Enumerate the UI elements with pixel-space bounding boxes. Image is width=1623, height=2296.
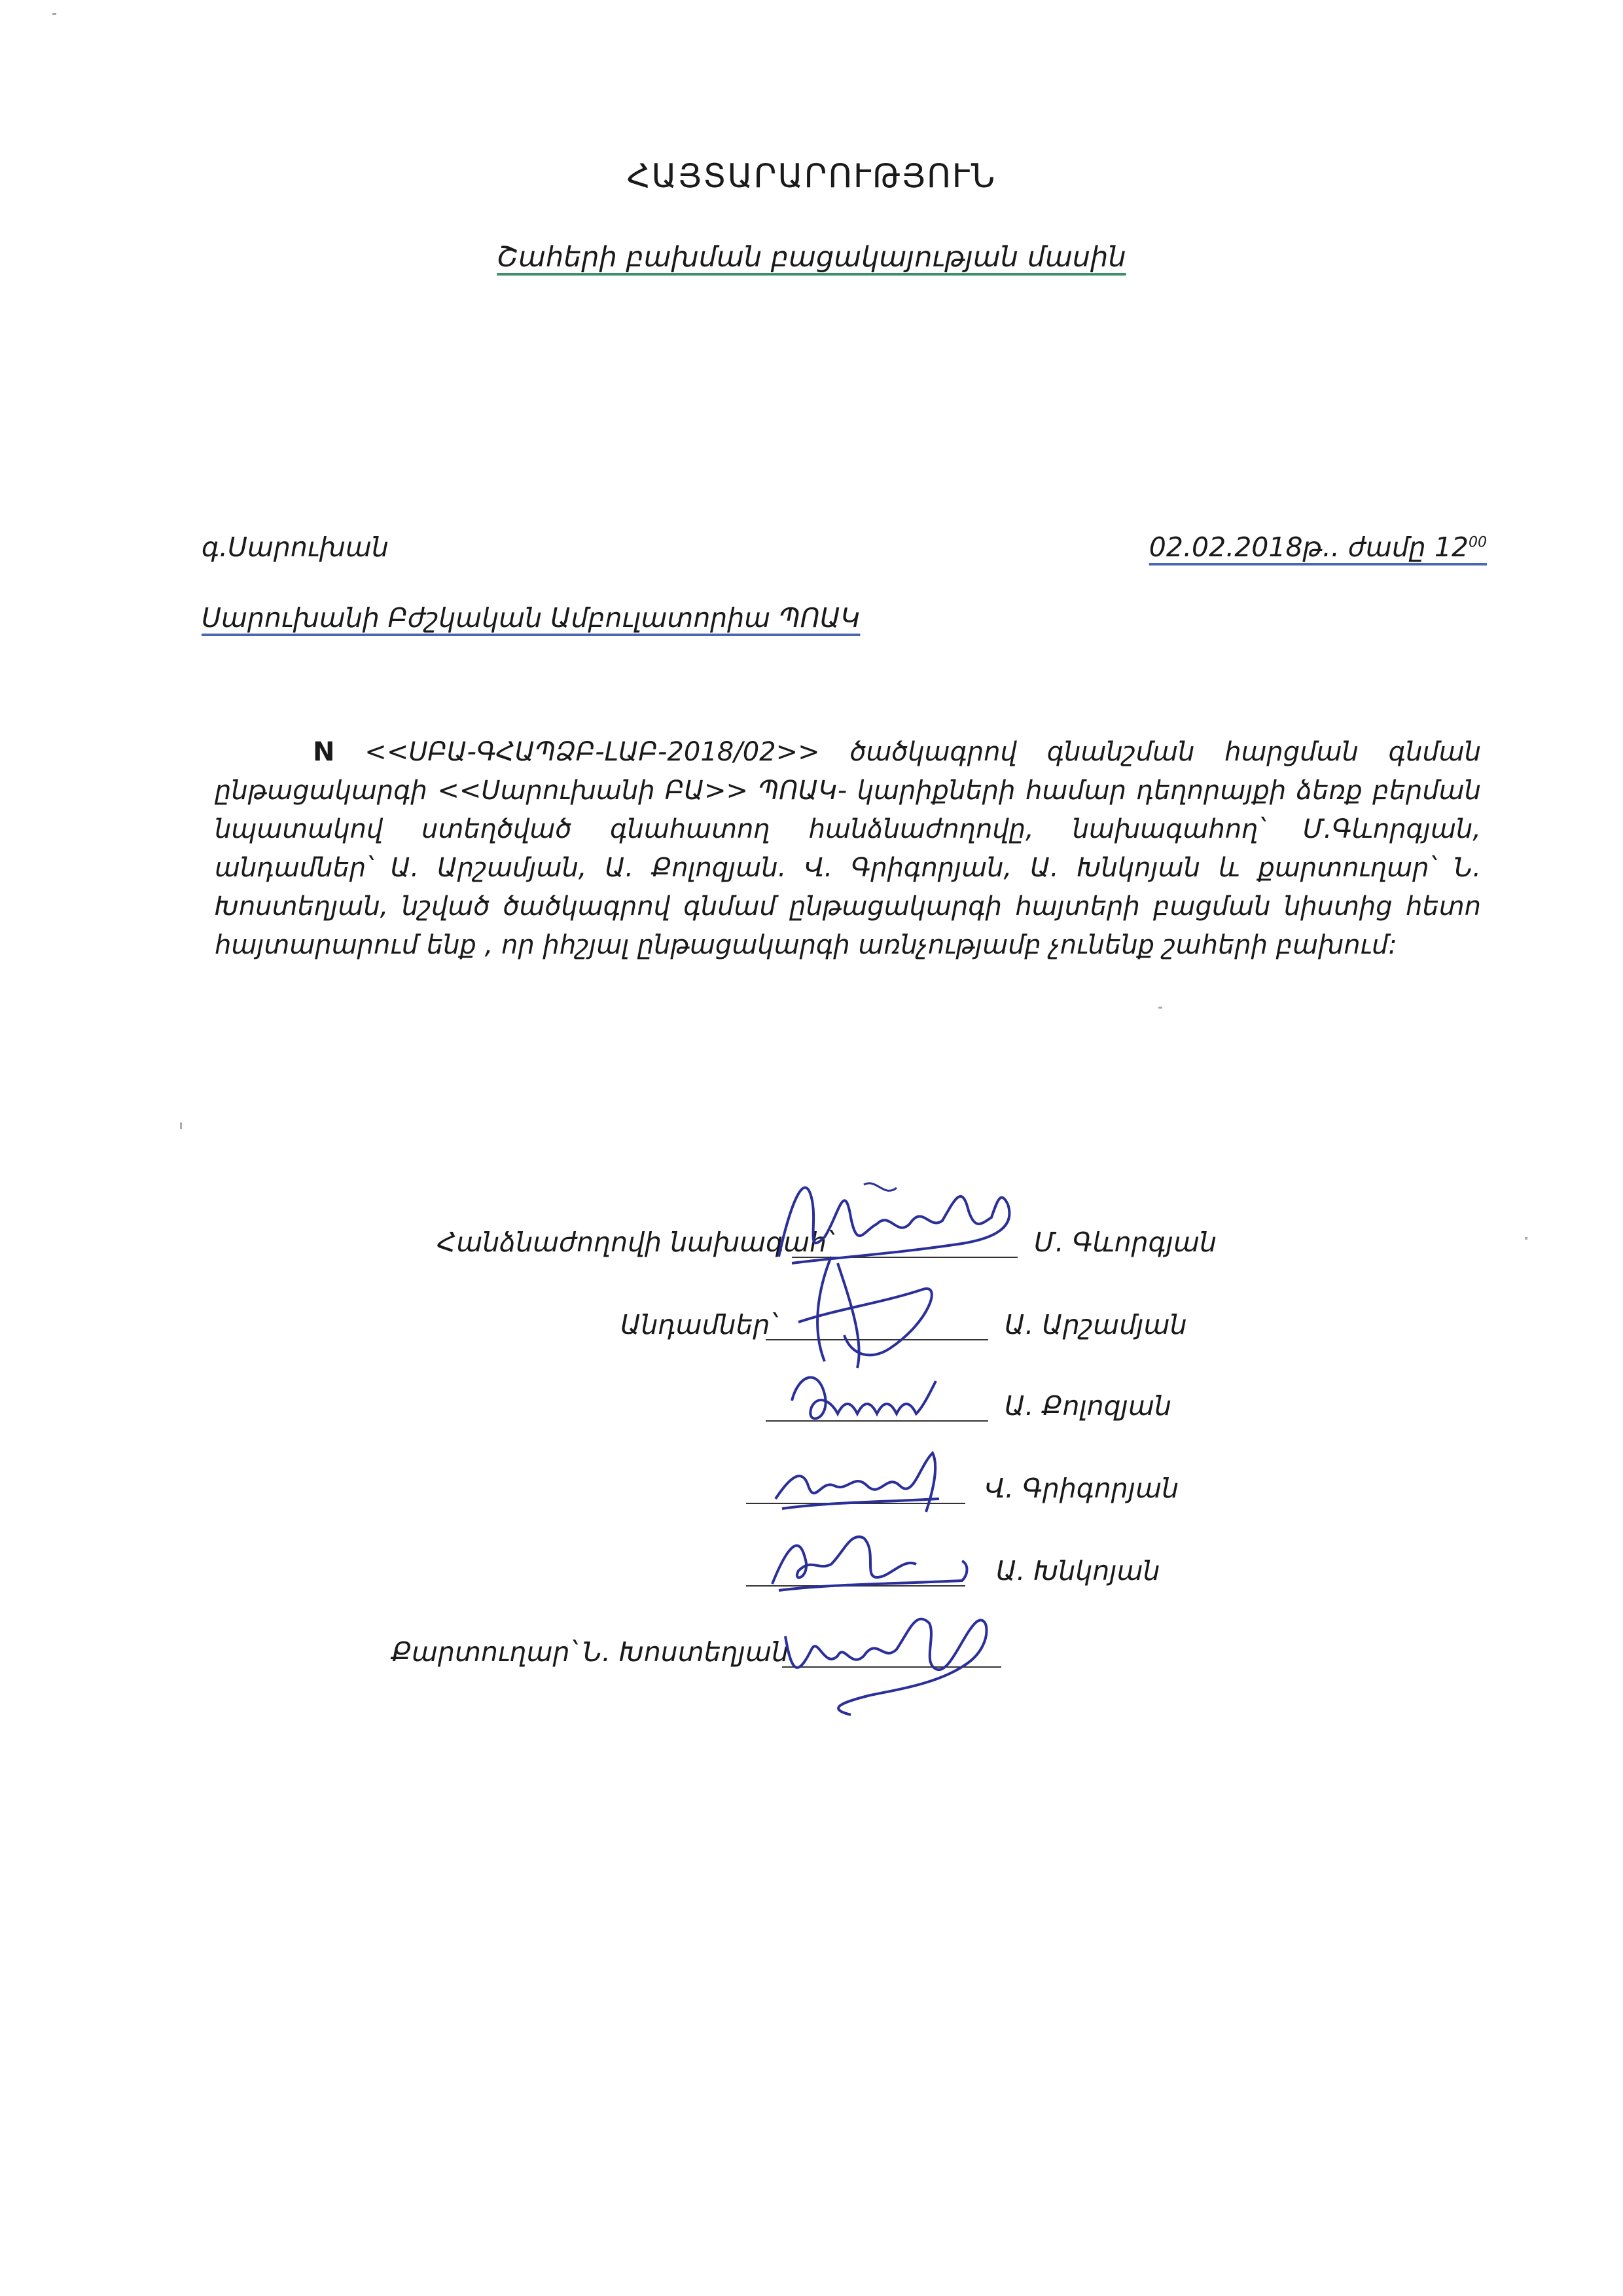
- body-text: <<ՍԲԱ-ԳՀԱՊՁԲ-ԼԱԲ-2018/02>> ծածկագրով գնանշման հարցման գնման ընթացակարգի <<Սարուխանի ԲԱ>> ՊՈԱԿ- կարիքների համար դեղորայքի ձեռք բերման նպատակով ստեղծված գնահատող հանձնաժողովը, նախագահող՝ Մ.Գևորգյան, անդամներ՝ Ա. Արշամյան, Ա. Քոլոզյան. Վ. Գրիգորյան, Ա. Խնկոյան և քարտուղար՝ Ն. Խոստեղյան, նշված ծածկագրով գնմամ ընթացակարգի հայտերի բացման նիստից հետո հայտարարում ենք , որ իհշյալ ընթացակարգի առնչությամբ չունենք շահերի բախում:: [215, 737, 1481, 960]
- subtitle-text: Շահերի բախման բացակայության մասին: [497, 241, 1126, 274]
- chair-name: Մ. Գևորգյան: [1034, 1227, 1217, 1258]
- document-subtitle: [0, 241, 1623, 274]
- date-text: 02.02.2018թ.. ժամը 12: [1149, 531, 1469, 563]
- secretary-label: Քարտուղար՝: [391, 1636, 577, 1668]
- member1-name: Ա. Արշամյան: [1005, 1309, 1187, 1340]
- city: գ.Սարուխան: [202, 531, 389, 563]
- scan-speck: [180, 1122, 182, 1129]
- scan-speck: [1158, 1007, 1162, 1009]
- chair-label: Հանձնաժողովի նախագահ՝: [437, 1227, 833, 1258]
- body-paragraph: [215, 733, 1481, 965]
- document-title: ՀԱՅՏԱՐԱՐՈՒԹՅՈՒՆ: [626, 157, 997, 195]
- member2-name: Ա. Քոլոզյան: [1005, 1390, 1171, 1422]
- member3-name: Վ. Գրիգորյան: [985, 1473, 1179, 1504]
- members-label: Անդամներ՝: [620, 1309, 777, 1340]
- member4-signature: [753, 1512, 975, 1604]
- member4-name: Ա. Խնկոյան: [996, 1555, 1160, 1587]
- secretary-name: Ն. Խոստեղյան: [582, 1636, 789, 1668]
- member2-signature: [779, 1361, 949, 1440]
- scan-speck: [1525, 1237, 1527, 1240]
- body-prefix: N: [313, 737, 335, 767]
- time-superscript: 00: [1469, 534, 1487, 551]
- organization: Սարուխանի Բժշկական Ամբուլատորիա ՊՈԱԿ: [202, 602, 861, 634]
- date-time: [1149, 531, 1487, 563]
- scan-speck: [52, 13, 56, 15]
- secretary-signature: [772, 1597, 1021, 1728]
